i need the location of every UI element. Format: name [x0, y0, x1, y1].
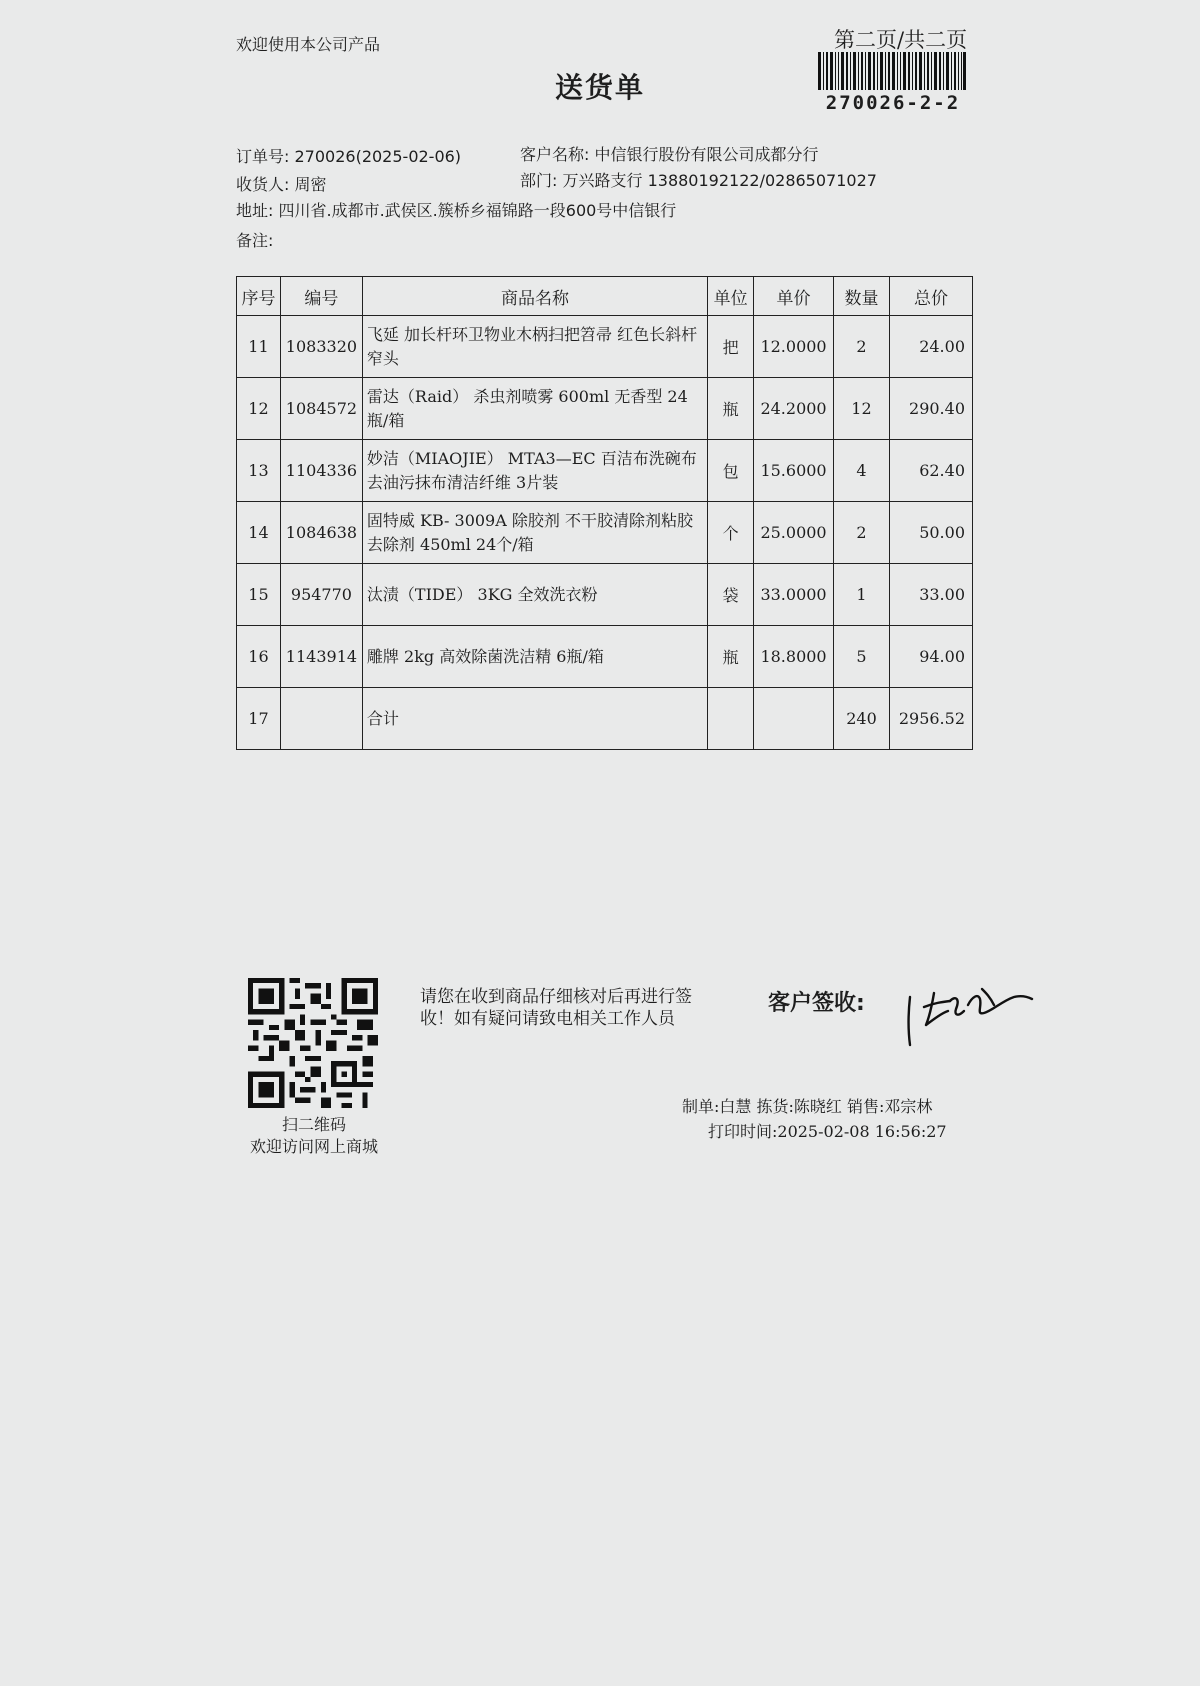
summary-unit — [708, 688, 754, 750]
summary-code — [280, 688, 362, 750]
order-number-value: 270026(2025-02-06) — [294, 147, 462, 166]
cell-name: 飞延 加长杆环卫物业木柄扫把笤帚 红色长斜杆窄头 — [362, 316, 707, 378]
cell-price: 24.2000 — [754, 378, 834, 440]
cell-seq: 16 — [237, 626, 281, 688]
cell-seq: 12 — [237, 378, 281, 440]
cell-unit: 瓶 — [708, 378, 754, 440]
address — [236, 198, 676, 221]
welcome-text: 欢迎使用本公司产品 — [236, 35, 381, 54]
barcode-number: 270026-2-2 — [825, 92, 961, 114]
cell-unit: 袋 — [708, 564, 754, 626]
cell-name: 雷达（Raid） 杀虫剂喷雾 600ml 无香型 24瓶/箱 — [362, 378, 707, 440]
customer-name-value: 中信银行股份有限公司成都分行 — [594, 145, 819, 164]
cell-seq: 13 — [237, 440, 281, 502]
remark-label: 备注: — [236, 231, 274, 250]
department-label: 部门: — [520, 171, 558, 190]
remark — [236, 228, 273, 251]
cell-code: 1084638 — [280, 502, 362, 564]
cell-unit: 把 — [708, 316, 754, 378]
cell-price: 18.8000 — [754, 626, 834, 688]
table-row — [237, 378, 973, 440]
summary-price — [754, 688, 834, 750]
barcode-image — [818, 52, 966, 90]
cell-qty: 2 — [834, 316, 890, 378]
cell-code: 1104336 — [280, 440, 362, 502]
page-indicator: 第二页/共二页 — [834, 28, 968, 52]
table-row — [237, 316, 973, 378]
document-title: 送货单 — [554, 71, 645, 104]
department — [520, 168, 877, 191]
order-number-label: 订单号: — [236, 147, 290, 166]
qr-label-scan: 扫二维码 — [281, 1115, 346, 1134]
cell-name: 妙洁（MIAOJIE） MTA3—EC 百洁布洗碗布 去油污抹布清洁纤维 3片装 — [362, 440, 707, 502]
cell-price: 15.6000 — [754, 440, 834, 502]
summary-row — [237, 688, 973, 750]
header-code: 编号 — [280, 277, 362, 316]
cell-total: 50.00 — [889, 502, 972, 564]
summary-qty: 240 — [834, 688, 890, 750]
cell-code: 1083320 — [280, 316, 362, 378]
cell-total: 24.00 — [889, 316, 972, 378]
header-seq: 序号 — [237, 277, 281, 316]
customer-name-label: 客户名称: — [520, 145, 590, 164]
recipient — [236, 172, 327, 195]
cell-price: 12.0000 — [754, 316, 834, 378]
table-header-row — [237, 277, 973, 316]
summary-seq: 17 — [237, 688, 281, 750]
cell-unit: 瓶 — [708, 626, 754, 688]
items-table — [236, 276, 973, 750]
header-name: 商品名称 — [362, 277, 707, 316]
cell-name: 雕牌 2kg 高效除菌洗洁精 6瓶/箱 — [362, 626, 707, 688]
header-total: 总价 — [889, 277, 972, 316]
cell-code: 1143914 — [280, 626, 362, 688]
cell-total: 62.40 — [889, 440, 972, 502]
recipient-label: 收货人: — [236, 175, 290, 194]
notice-text: 请您在收到商品仔细核对后再进行签收！如有疑问请致电相关工作人员 — [420, 987, 692, 1030]
cell-price: 25.0000 — [754, 502, 834, 564]
qr-code-image — [248, 978, 378, 1108]
header-qty: 数量 — [834, 277, 890, 316]
summary-total: 2956.52 — [889, 688, 972, 750]
order-number — [236, 144, 461, 167]
header-unit: 单位 — [708, 277, 754, 316]
recipient-value: 周密 — [294, 175, 327, 194]
cell-qty: 4 — [834, 440, 890, 502]
cell-seq: 11 — [237, 316, 281, 378]
table-row — [237, 564, 973, 626]
cell-qty: 2 — [834, 502, 890, 564]
table-row — [237, 502, 973, 564]
cell-total: 290.40 — [889, 378, 972, 440]
staff-info: 制单:白慧 拣货:陈晓红 销售:邓宗林 — [682, 1097, 933, 1116]
cell-total: 33.00 — [889, 564, 972, 626]
header-price: 单价 — [754, 277, 834, 316]
summary-label: 合计 — [362, 688, 707, 750]
cell-seq: 15 — [237, 564, 281, 626]
customer-signature — [898, 975, 1038, 1053]
cell-unit: 个 — [708, 502, 754, 564]
cell-code: 954770 — [280, 564, 362, 626]
customer-signature-label: 客户签收: — [768, 991, 865, 1016]
cell-qty: 5 — [834, 626, 890, 688]
cell-seq: 14 — [237, 502, 281, 564]
cell-name: 固特威 KB- 3009A 除胶剂 不干胶清除剂粘胶去除剂 450ml 24个/箱 — [362, 502, 707, 564]
table-row — [237, 626, 973, 688]
qr-label-mall: 欢迎访问网上商城 — [249, 1137, 378, 1156]
department-value: 万兴路支行 13880192122/02865071027 — [562, 171, 877, 190]
customer-name — [520, 142, 819, 165]
table-row — [237, 440, 973, 502]
address-label: 地址: — [236, 201, 274, 220]
cell-qty: 1 — [834, 564, 890, 626]
address-value: 四川省.成都市.武侯区.簇桥乡福锦路一段600号中信银行 — [278, 201, 677, 220]
cell-code: 1084572 — [280, 378, 362, 440]
cell-total: 94.00 — [889, 626, 972, 688]
cell-qty: 12 — [834, 378, 890, 440]
print-time: 打印时间:2025-02-08 16:56:27 — [708, 1122, 947, 1141]
cell-price: 33.0000 — [754, 564, 834, 626]
cell-unit: 包 — [708, 440, 754, 502]
cell-name: 汰渍（TIDE） 3KG 全效洗衣粉 — [362, 564, 707, 626]
